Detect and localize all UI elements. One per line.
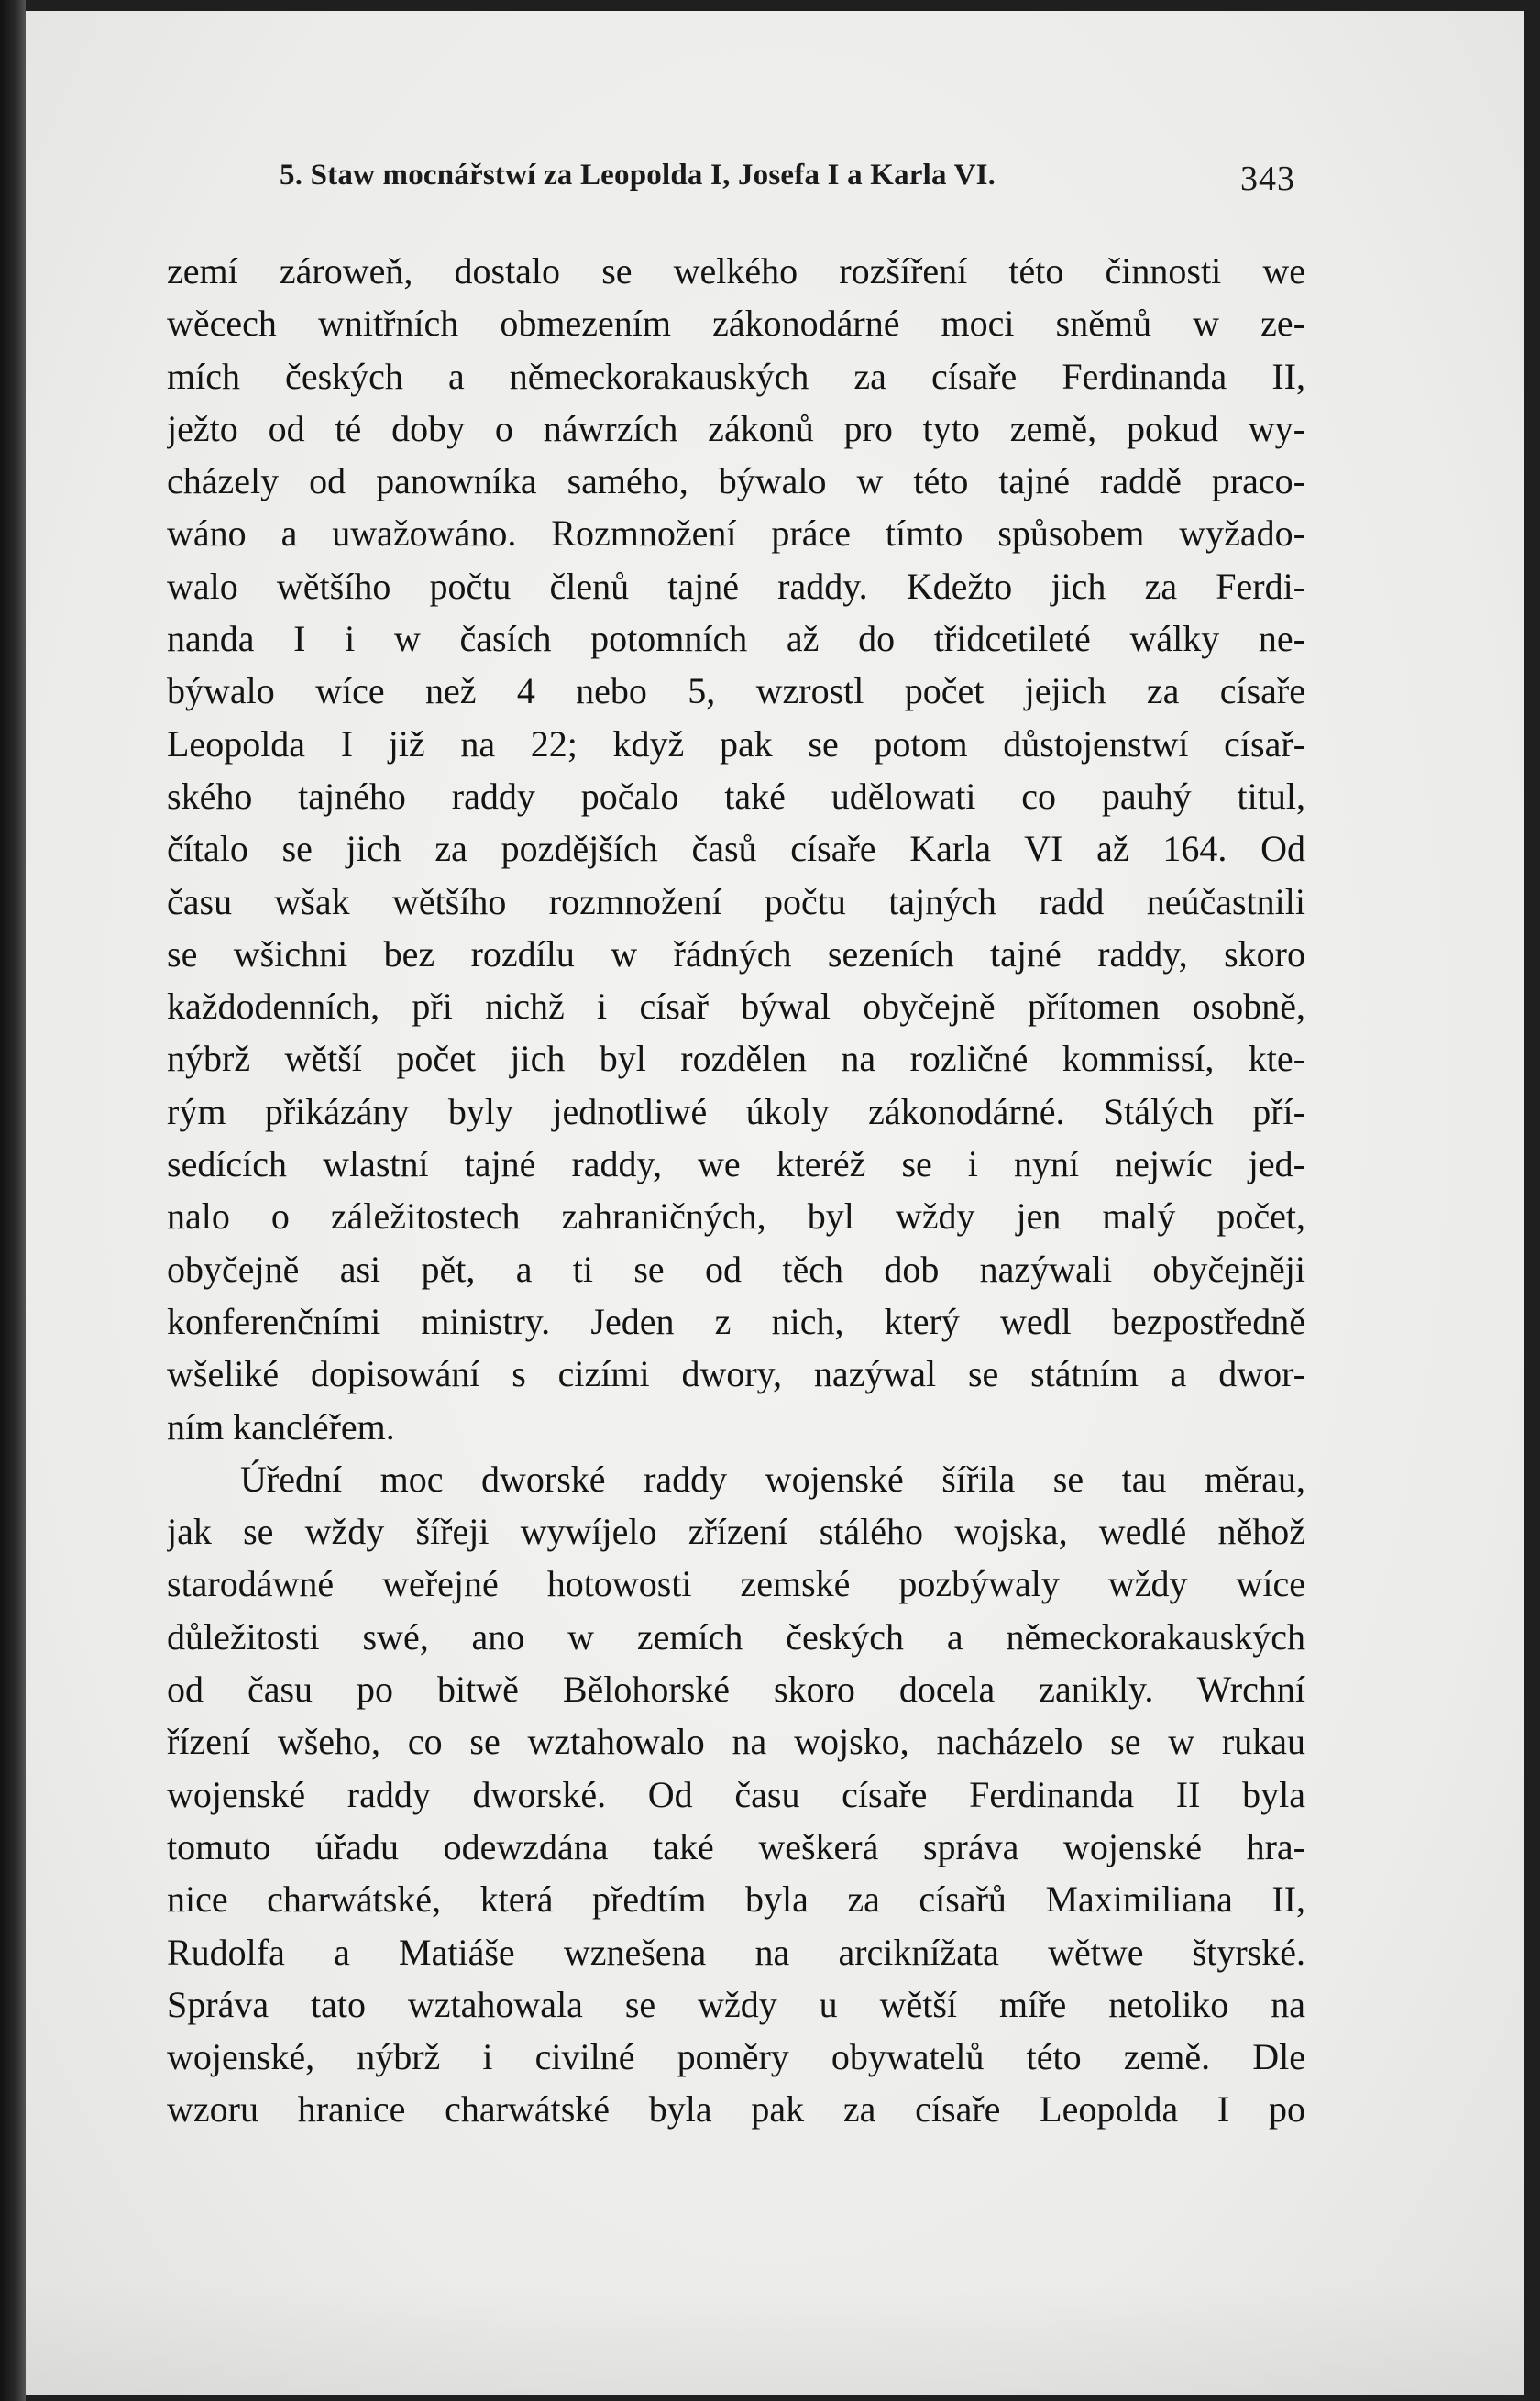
text-line: wojenské, nýbrž i civilné poměry obywatelů této země. Dle [167, 2036, 1305, 2078]
text-line: nice charwátské, která předtím byla za císařů Maximiliana II, [167, 1878, 1305, 1921]
page-body [167, 245, 1305, 2136]
text-line: wšeliké dopisowání s cizími dwory, nazýwal se státním a dwor- [167, 1353, 1305, 1395]
text-line: wáno a uwažowáno. Rozmnožení práce tímto spůsobem wyžado- [167, 512, 1305, 555]
scan-left-edge [0, 0, 26, 2401]
text-line: ním kancléřem. [167, 1405, 395, 1448]
text-line: Úřední moc dworské raddy wojenské šířila se tau měrau, [240, 1458, 1305, 1500]
text-line: Leopolda I již na 22; když pak se potom důstojenstwí císař- [167, 722, 1305, 765]
paragraph-1 [167, 245, 1305, 1453]
scan-bottom-shading [26, 2285, 1524, 2395]
text-line: jak se wždy šířeji wywíjelo zřízení stálého wojska, wedlé něhož [167, 1511, 1305, 1553]
text-line: mích českých a německorakauských za císaře Ferdinanda II, [167, 355, 1305, 397]
text-line: tomuto úřadu odewzdána také weškerá správa wojenské hra- [167, 1825, 1305, 1867]
text-line: wojenské raddy dworské. Od času císaře Ferdinanda II byla [167, 1773, 1305, 1815]
text-line: zemí zároweň, dostalo se welkého rozšíření této činnosti we [167, 250, 1305, 292]
page-header [280, 159, 1295, 204]
text-line: čítalo se jich za pozdějších časů císaře Karla VI až 164. Od [167, 828, 1305, 870]
running-head: 5. Staw mocnářstwí za Leopolda I, Josefa I a Karla VI. [280, 159, 996, 192]
text-line: starodáwné weřejné hotowosti zemské pozbýwaly wždy wíce [167, 1563, 1305, 1605]
text-line: nalo o záležitostech zahraničných, byl wždy jen malý počet, [167, 1195, 1305, 1238]
text-line: sedících wlastní tajné raddy, we kteréž se i nyní nejwíc jed- [167, 1143, 1305, 1185]
text-line: walo wětšího počtu členů tajné raddy. Kdežto jich za Ferdi- [167, 565, 1305, 607]
text-line: obyčejně asi pět, a ti se od těch dob nazýwali obyčejněji [167, 1248, 1305, 1290]
text-line: každodenních, při nichž i císař býwal obyčejně přítomen osobně, [167, 986, 1305, 1028]
text-line: cházely od panowníka samého, býwalo w této tajné raddě praco- [167, 460, 1305, 502]
text-line: wzoru hranice charwátské byla pak za císaře Leopolda I po [167, 2088, 1305, 2131]
text-line: důležitosti swé, ano w zemích českých a německorakauských [167, 1615, 1305, 1658]
text-line: ježto od té doby o náwrzích zákonů pro tyto země, pokud wy- [167, 407, 1305, 449]
text-line: od času po bitwě Bělohorské skoro docela zanikly. Wrchní [167, 1669, 1305, 1711]
text-line: Rudolfa a Matiáše wznešena na arciknížata wětwe štyrské. [167, 1931, 1305, 1973]
text-line: wěcech wnitřních obmezením zákonodárné moci sněmů w ze- [167, 303, 1305, 345]
text-line: býwalo wíce než 4 nebo 5, wzrostl počet jejich za císaře [167, 670, 1305, 712]
page-number: 343 [1240, 160, 1295, 198]
text-line: času wšak wětšího rozmnožení počtu tajných radd neúčastnili [167, 880, 1305, 922]
text-line: nanda I i w časích potomních až do třidcetileté wálky ne- [167, 618, 1305, 660]
text-line: řízení wšeho, co se wztahowalo na wojsko, nacházelo se w rukau [167, 1721, 1305, 1763]
text-line: se wšichni bez rozdílu w řádných sezeních tajné raddy, skoro [167, 932, 1305, 975]
text-line: ského tajného raddy počalo také udělowati co pauhý titul, [167, 775, 1305, 817]
text-line: nýbrž wětší počet jich byl rozdělen na rozličné kommissí, kte- [167, 1038, 1305, 1080]
paragraph-2 [167, 1453, 1305, 2136]
text-line: konferenčními ministry. Jeden z nich, který wedl bezpostředně [167, 1300, 1305, 1342]
text-line: rým přikázány byly jednotliwé úkoly zákonodárné. Stálých pří- [167, 1090, 1305, 1132]
text-line: Správa tato wztahowala se wždy u wětší míře netoliko na [167, 1983, 1305, 2025]
